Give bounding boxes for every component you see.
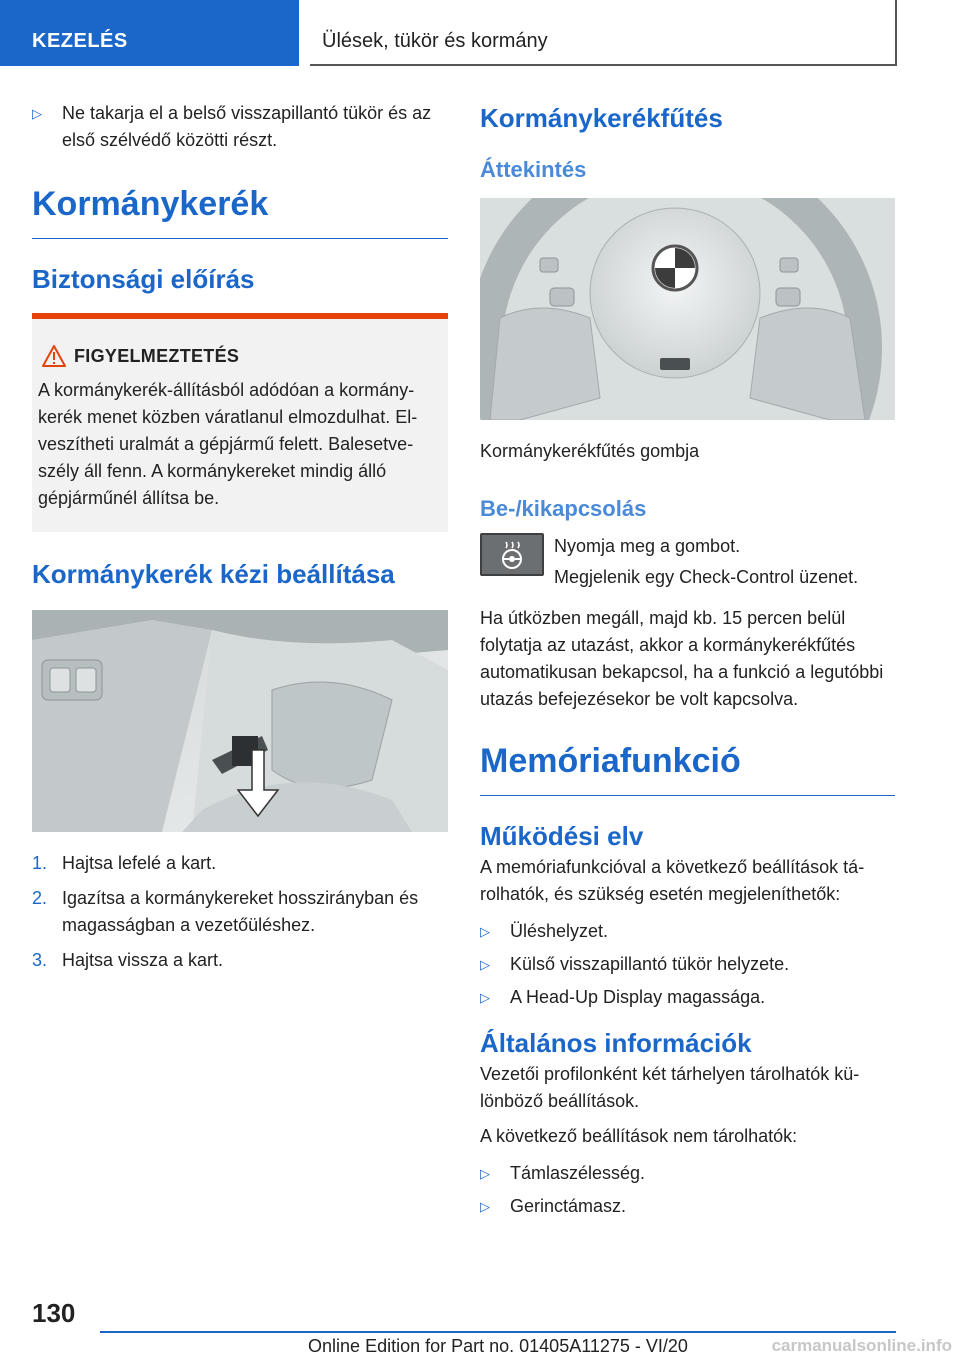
subheading-safety: Biztonsági előírás (32, 264, 255, 294)
subheading-wheel-heating: Kormánykerékfűtés (480, 103, 723, 133)
figure-caption: Kormánykerékfűtés gombja (480, 441, 700, 461)
header-section-label: KEZELÉS (32, 30, 128, 52)
warning-box (32, 313, 448, 532)
steering-column-lever-image (32, 610, 448, 832)
triangle-right-icon: ▷ (32, 106, 42, 121)
section-heading-memory: Memóriafunkció (480, 741, 895, 796)
header-title: Ülések, tükör és kormány (322, 30, 548, 52)
onoff-paragraph: Ha útközben megáll, majd kb. 15 percen belül folytatja az utazást, akkor a kormánykerékfűtés automatikusan bekapcsol, ha a funkció a legutóbbi utazás befejezésekor be volt kapcsolva. (480, 608, 884, 709)
list-item-text: Üléshelyzet. (510, 921, 609, 941)
list-item (480, 1160, 895, 1187)
list-item-text: Gerinctámasz. (510, 1196, 627, 1216)
triangle-right-icon: ▷ (480, 1166, 490, 1181)
list-item (32, 100, 448, 154)
warning-title: FIGYELMEZTETÉS (74, 345, 240, 366)
principle-list (480, 918, 895, 1011)
warning-header (38, 341, 438, 371)
intro-bullet-text: Ne takarja el a belső visszapillantó tükör és az első szélvédő közötti részt. (62, 103, 432, 150)
page-number: 130 (32, 1298, 76, 1328)
button-instruction-row (480, 533, 895, 591)
button-instruction-text (554, 533, 858, 591)
list-item-text: Külső visszapillantó tükör helyzete. (510, 954, 790, 974)
step-number: 3. (32, 950, 48, 970)
step-number: 2. (32, 888, 48, 908)
intro-bullet-list (32, 100, 448, 154)
step-text: Hajtsa lefelé a kart. (62, 853, 217, 873)
general-list (480, 1160, 895, 1220)
triangle-right-icon: ▷ (480, 990, 490, 1005)
left-column (32, 100, 448, 982)
footer-edition: Online Edition for Part no. 01405A11275 - VI/20 (308, 1336, 688, 1356)
steering-wheel-heating-button[interactable] (480, 533, 544, 576)
adjust-steps-list (32, 850, 448, 974)
list-item-text: A Head-Up Display magassága. (510, 987, 766, 1007)
triangle-right-icon: ▷ (480, 1199, 490, 1214)
subheading-overview: Áttekintés (480, 157, 587, 182)
section-heading-steering-wheel: Kormánykerék (32, 184, 448, 239)
subheading-on-off: Be-/kikapcsolás (480, 496, 647, 521)
header-title-box (310, 0, 897, 66)
step-text: Hajtsa vissza a kart. (62, 950, 224, 970)
list-item (480, 951, 895, 978)
onoff-line-1: Nyomja meg a gombot. (554, 536, 741, 556)
list-item (32, 885, 448, 939)
warning-text: A kormánykerék-állításból adódóan a kormánykerék menet közben váratlanul elmozdulhat. Elveszítheti uralmát a gépjármű felett. Balesetveszély áll fenn. A kormánykereket mindig álló gépjárműnél állítsa be. (38, 380, 418, 508)
onoff-line-2: Megjelenik egy Check-Control üzenet. (554, 567, 859, 587)
step-text: Igazítsa a kormánykereket hosszirányban és magasságban a vezetőüléshez. (62, 888, 419, 935)
triangle-right-icon: ▷ (480, 924, 490, 939)
step-number: 1. (32, 853, 48, 873)
steering-wheel-heating-icon (497, 540, 527, 570)
subheading-principle: Működési elv (480, 821, 644, 851)
header-section-tab (0, 0, 299, 66)
triangle-right-icon: ▷ (480, 957, 490, 972)
right-column (480, 100, 895, 1226)
footer-divider (100, 1331, 896, 1333)
list-item (480, 918, 895, 945)
list-item (480, 984, 895, 1011)
subheading-manual-adjust: Kormánykerék kézi beállítása (32, 559, 395, 589)
list-item-text: Támlaszélesség. (510, 1163, 646, 1183)
general-paragraph-1: Vezetői profilonként két tárhelyen tárolhatók különböző beállítások. (480, 1064, 860, 1111)
steering-wheel-image (480, 198, 895, 420)
principle-paragraph: A memóriafunkcióval a következő beállítások tárolhatók, és szükség esetén megjeleníthetők: (480, 857, 865, 904)
warning-triangle-icon (38, 341, 74, 371)
list-item (32, 947, 448, 974)
subheading-general-info: Általános információk (480, 1028, 752, 1058)
list-item (480, 1193, 895, 1220)
general-paragraph-2: A következő beállítások nem tárolhatók: (480, 1126, 798, 1146)
list-item (32, 850, 448, 877)
watermark: carmanualsonline.info (771, 1336, 952, 1355)
